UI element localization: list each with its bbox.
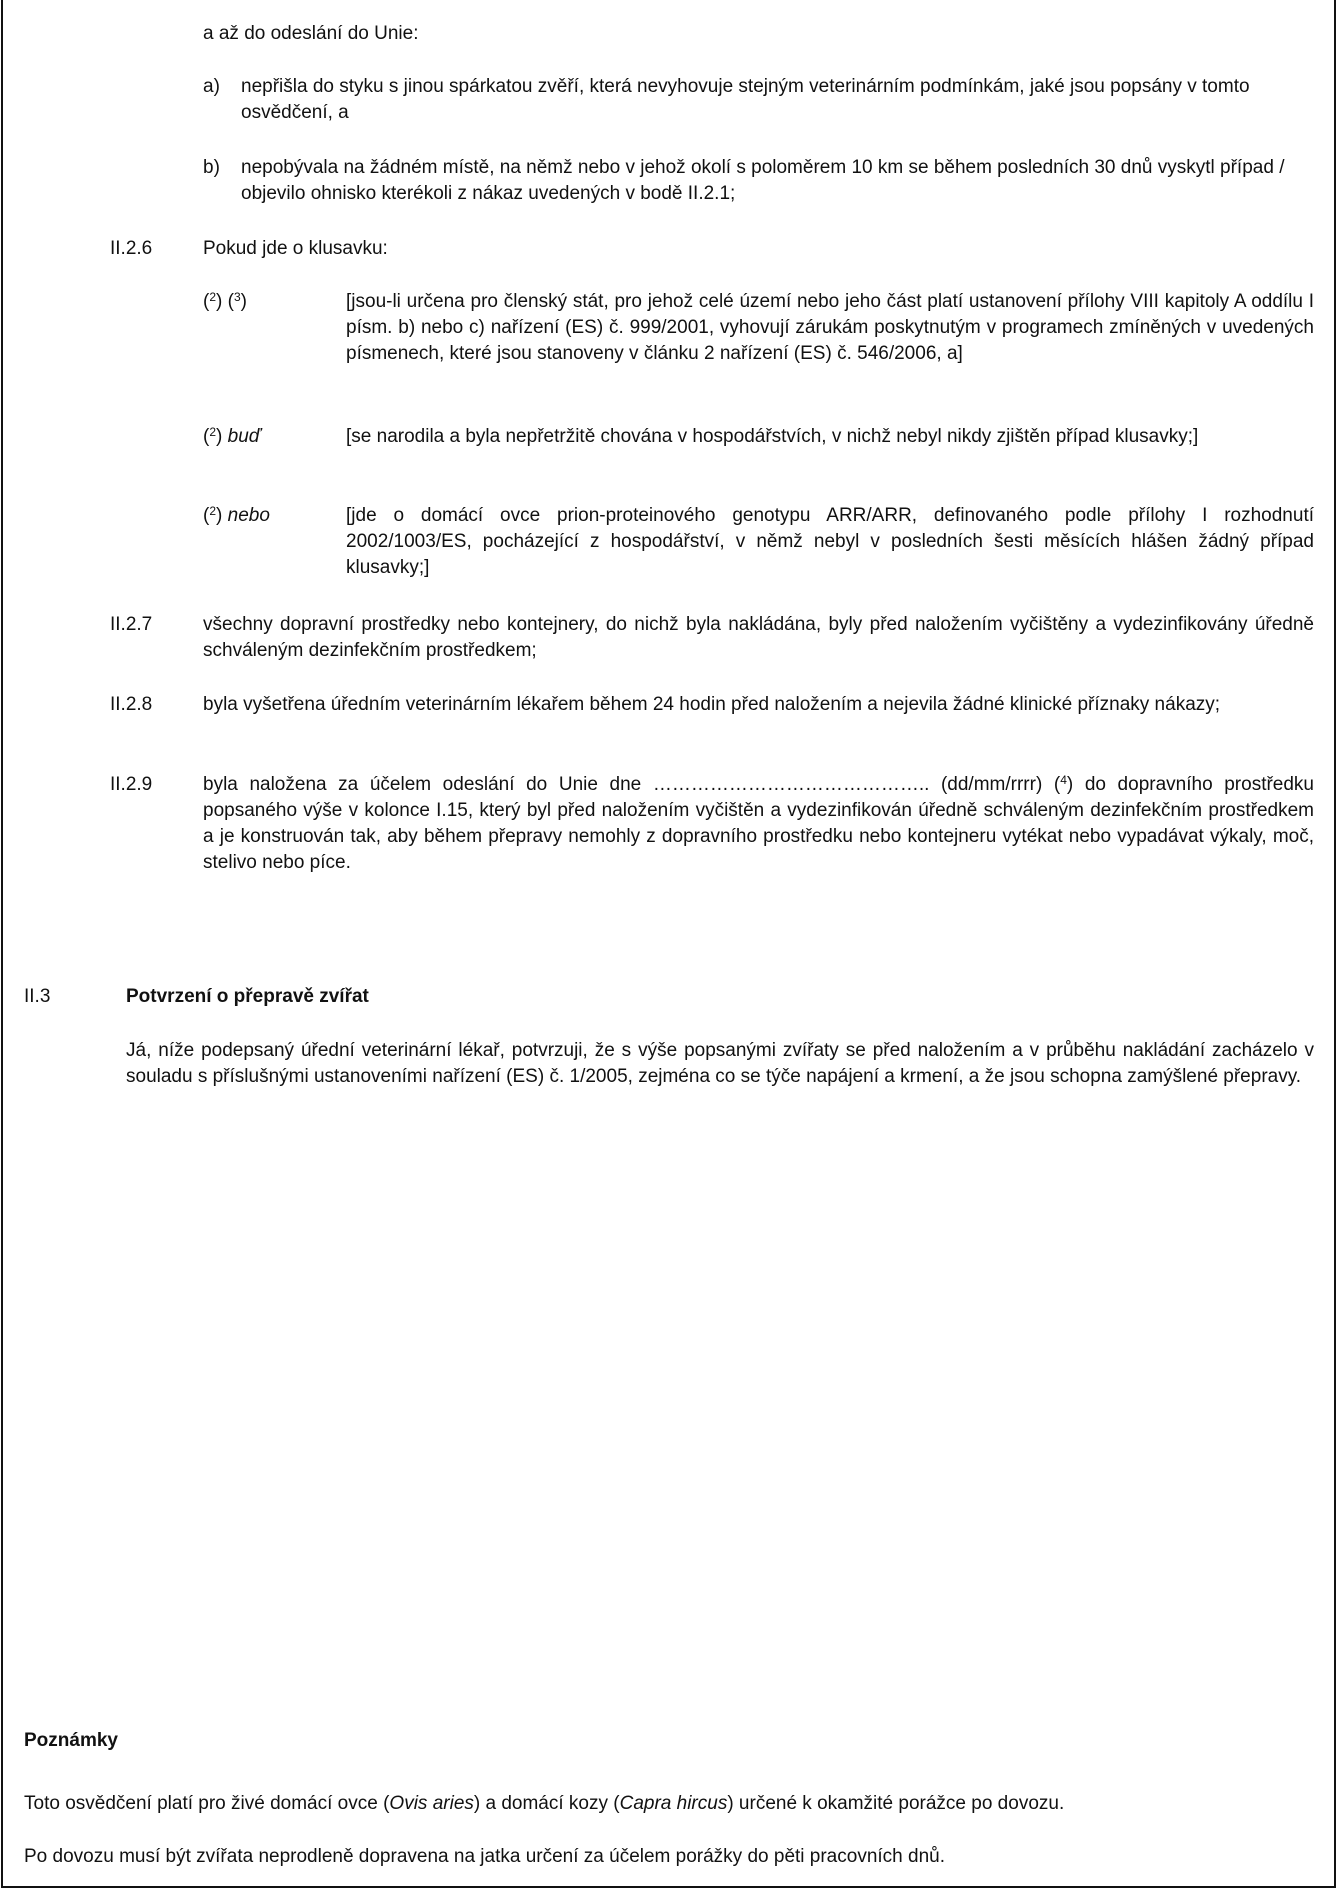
section-2-8-text: byla vyšetřena úředním veterinárním lékařem během 24 hodin před naložením a nejevila žádné klinické příznaky nákazy;	[203, 694, 1221, 715]
item-a-text: nepřišla do styku s jinou spárkatou zvěří, která nevyhovuje stejným veterinárním podmínkám, jaké jsou popsány v tomto osvědčení, a	[241, 76, 1250, 123]
notes-line-2: Po dovozu musí být zvířata neprodleně dopravena na jatka určení za účelem porážky do pěti pracovních dnů.	[24, 1846, 945, 1867]
option-2-text: [se narodila a byla nepřetržitě chována v hospodářstvích, v nichž nebyl nikdy zjištěn případ klusavky;]	[346, 426, 1199, 447]
section-number-2-6: II.2.6	[110, 238, 153, 259]
option-1-text: [jsou-li určena pro členský stát, pro jehož celé území nebo jeho část platí ustanovení přílohy VIII kapitoly A oddílu I písm. b) nebo c) nařízení (ES) č. 999/2001, vyhovují zárukám poskytnutým v programech zmíněných v uvedených písmenech, které jsou stanoveny v článku 2 nařízení (ES) č. 546/2006, a]	[346, 291, 1314, 364]
section-number-2-9: II.2.9	[110, 774, 153, 795]
option-2-label: ($^2$) buď	[203, 425, 261, 447]
option-3-label: ($^2$) nebo	[203, 504, 270, 526]
document-frame	[1, 0, 1336, 1888]
notes-line-1: Toto osvědčení platí pro živé domácí ovce (Ovis aries) a domácí kozy (Capra hircus) určené k okamžité porážce po dovozu.	[24, 1793, 1065, 1814]
section-2-6-text: Pokud jde o klusavku:	[203, 238, 388, 259]
section-number-2-8: II.2.8	[110, 694, 153, 715]
section-number-3: II.3	[24, 986, 51, 1007]
section-2-7-text: všechny dopravní prostředky nebo kontejnery, do nichž byla nakládána, byly před naložením vyčištěny a vydezinfikovány úředně schváleným dezinfekčním prostředkem;	[203, 614, 1314, 661]
section-3-text: Já, níže podepsaný úřední veterinární lékař, potvrzuji, že s výše popsanými zvířaty se před naložením a v průběhu nakládání zacházelo v souladu s příslušnými ustanoveními nařízení (ES) č. 1/2005, zejména co se týče napájení a krmení, a že jsou schopna zamýšlené přepravy.	[126, 1040, 1314, 1087]
item-b-label: b)	[203, 157, 220, 178]
option-3-text: [jde o domácí ovce prion-proteinového genotypu ARR/ARR, definovaného podle přílohy I rozhodnutí 2002/1003/ES, pocházející z hospodářství, v němž nebyl v posledních šesti měsících hlášen žádný případ klusavky;]	[346, 505, 1314, 578]
section-3-title: Potvrzení o přepravě zvířat	[126, 986, 369, 1007]
option-1-label: ($^2$) ($^3$)	[203, 290, 247, 312]
section-number-2-7: II.2.7	[110, 614, 153, 635]
item-b-text: nepobývala na žádném místě, na němž nebo v jehož okolí s poloměrem 10 km se během posledních 30 dnů vyskytl případ / objevilo ohnisko kterékoli z nákaz uvedených v bodě II.2.1;	[241, 157, 1285, 204]
item-a-label: a)	[203, 76, 220, 97]
notes-title: Poznámky	[24, 1730, 118, 1751]
intro-text: a až do odeslání do Unie:	[203, 23, 419, 44]
section-2-9-text: byla naložena za účelem odeslání do Unie dne …………………………………….. (dd/mm/rrrr) ($^4$) do dopravního prostředku popsaného výše v kolonce I.15, který byl před naložením vyčištěn a vydezinfikován úředně schváleným dezinfekčním prostředkem a je konstruován tak, aby během přepravy nemohly z dopravního prostředku nebo kontejneru vytékat nebo vypadávat výkaly, moč, stelivo nebo píce.	[203, 773, 1315, 873]
